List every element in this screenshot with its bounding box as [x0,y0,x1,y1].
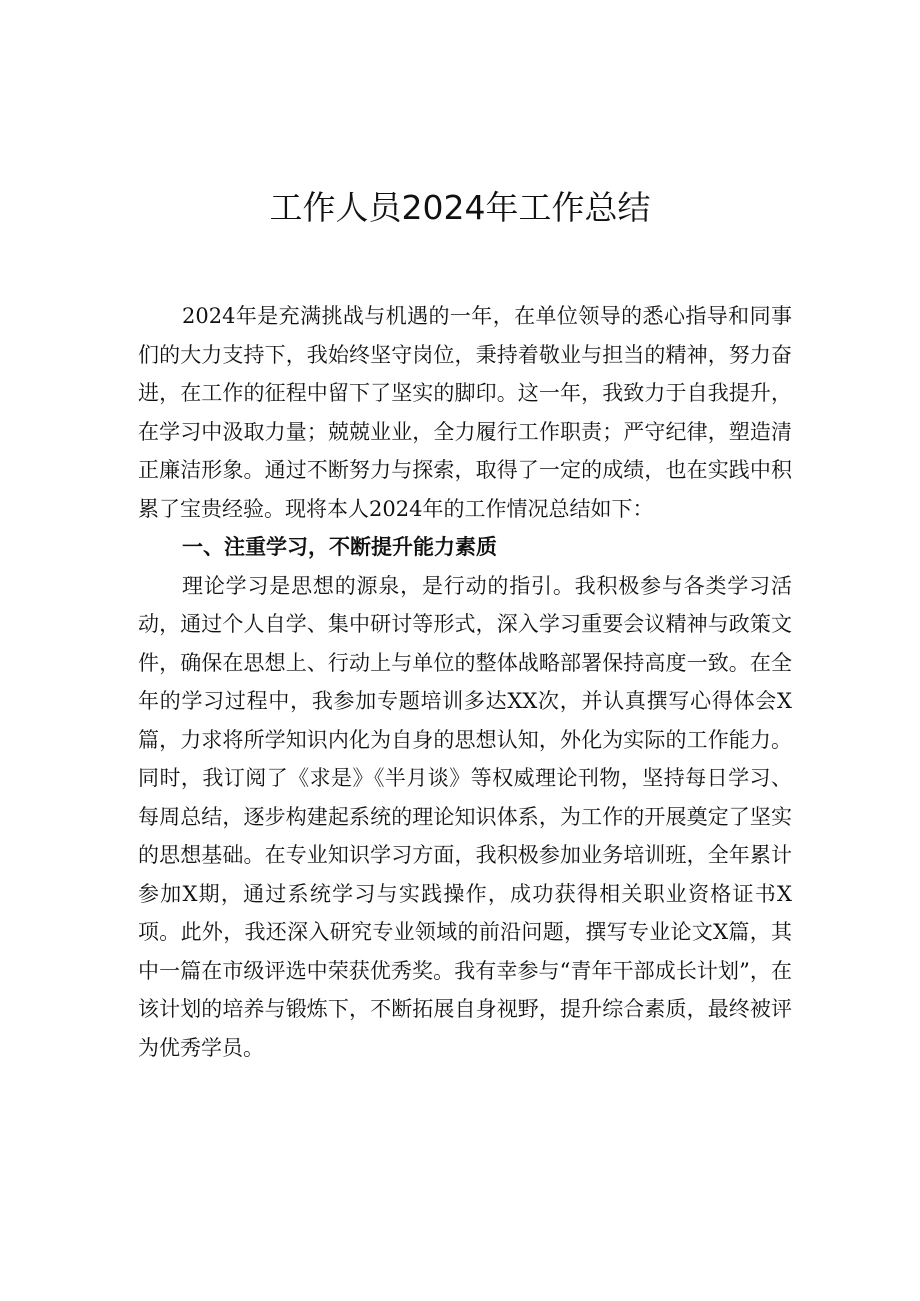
section-heading-1: 一、注重学习，不断提升能力素质 [182,535,497,559]
document-title: 工作人员2024年工作总结 [269,188,651,227]
section-1-paragraph: 理论学习是思想的源泉，是行动的指引。我积极参与各类学习活动，通过个人自学、集中研讨等形式，深入学习重要会议精神与政策文件，确保在思想上、行动上与单位的整体战略部署保持高度一致。在全年的学习过程中，我参加专题培训多达XX次，并认真撰写心得体会X篇，力求将所学知识内化为自身的思想认知，外化为实际的工作能力。同时，我订阅了《求是》《半月谈》等权威理论刊物，坚持每日学习、每周总结，逐步构建起系统的理论知识体系，为工作的开展奠定了坚实的思想基础。在专业知识学习方面，我积极参加业务培训班，全年累计参加X期，通过系统学习与实践操作，成功获得相关职业资格证书X项。此外，我还深入研究专业领域的前沿问题，撰写专业论文X篇，其中一篇在市级评选中荣获优秀奖。我有幸参与“青年干部成长计划”，在该计划的培养与锻炼下，不断拓展自身视野，提升综合素质，最终被评为优秀学员。 [138,573,792,1060]
document-body [138,297,792,1067]
intro-paragraph: 2024年是充满挑战与机遇的一年，在单位领导的悉心指导和同事们的大力支持下，我始终坚守岗位，秉持着敬业与担当的精神，努力奋进，在工作的征程中留下了坚实的脚印。这一年，我致力于自我提升，在学习中汲取力量；兢兢业业，全力履行工作职责；严守纪律，塑造清正廉洁形象。通过不断努力与探索，取得了一定的成绩，也在实践中积累了宝贵经验。现将本人2024年的工作情况总结如下： [138,304,792,521]
